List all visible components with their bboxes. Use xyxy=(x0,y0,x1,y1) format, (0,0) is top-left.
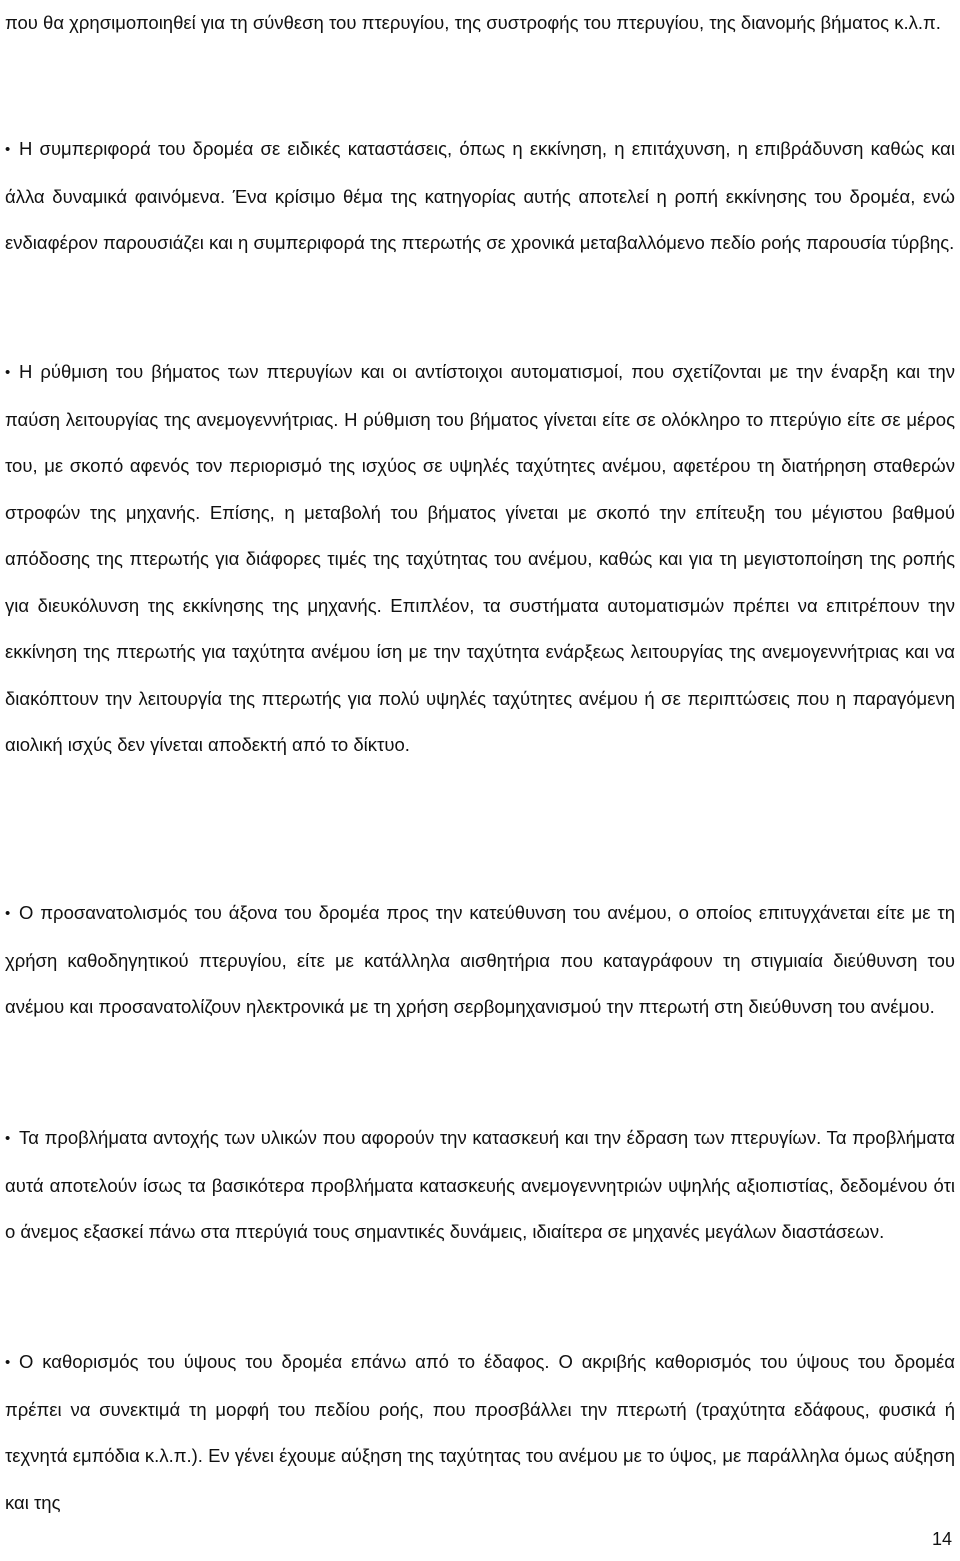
page-number: 14 xyxy=(931,1529,952,1549)
bullet-item-pitch-control xyxy=(5,349,955,769)
bullet-icon: • xyxy=(5,905,11,922)
intro-paragraph xyxy=(5,0,955,47)
bullet-icon: • xyxy=(5,1354,11,1371)
bullet-text: Η συμπεριφορά του δρομέα σε ειδικές καταστάσεις, όπως η εκκίνηση, η επιτάχυνση, η επιβράδυνση καθώς και άλλα δυναμικά φαινόμενα. Ένα κρίσιμο θέμα της κατηγορίας αυτής αποτελεί η ροπή εκκίνησης του δρομέα, ενώ ενδιαφέρον παρουσιάζει και η συμπεριφορά της πτερωτής σε χρονικά μεταβαλλόμενο πεδίο ροής παρουσία τύρβης. xyxy=(5,138,955,253)
bullet-text: Τα προβλήματα αντοχής των υλικών που αφορούν την κατασκευή και την έδραση των πτερυγίων. Τα προβλήματα αυτά αποτελούν ίσως τα βασικότερα προβλήματα κατασκευής ανεμογεννητριών υψηλής αξιοπιστίας, δεδομένου ότι ο άνεμος εξασκεί πάνω στα πτερύγιά τους σημαντικές δυνάμεις, ιδιαίτερα σε μηχανές μεγάλων διαστάσεων. xyxy=(5,1127,955,1242)
bullet-item-startup-behavior xyxy=(5,126,955,267)
bullet-text: Ο καθορισμός του ύψους του δρομέα επάνω από το έδαφος. Ο ακριβής καθορισμός του ύψους του δρομέα πρέπει να συνεκτιμά τη μορφή του πεδίου ροής, που προσβάλλει την πτερωτή (τραχύτητα εδάφους, φυσικά ή τεχνητά εμπόδια κ.λ.π.). Εν γένει έχουμε αύξηση της ταχύτητας του ανέμου με το ύψος, με παράλληλα όμως αύξηση και της xyxy=(5,1351,955,1513)
bullet-text: Ο προσανατολισμός του άξονα του δρομέα προς την κατεύθυνση του ανέμου, ο οποίος επιτυγχάνεται είτε με τη χρήση καθοδηγητικού πτερυγίου, είτε με κατάλληλα αισθητήρια που καταγράφουν τη στιγμιαία διεύθυνση του ανέμου και προσανατολίζουν ηλεκτρονικά με τη χρήση σερβομηχανισμού την πτερωτή στη διεύθυνση του ανέμου. xyxy=(5,902,955,1017)
bullet-icon: • xyxy=(5,141,11,158)
bullet-item-material-strength xyxy=(5,1115,955,1256)
bullet-icon: • xyxy=(5,1130,11,1147)
bullet-item-rotor-height xyxy=(5,1339,955,1526)
bullet-icon: • xyxy=(5,364,11,381)
bullet-text: Η ρύθμιση του βήματος των πτερυγίων και οι αντίστοιχοι αυτοματισμοί, που σχετίζονται με την έναρξη και την παύση λειτουργίας της ανεμογεννήτριας. Η ρύθμιση του βήματος γίνεται είτε σε ολόκληρο το πτερύγιο είτε σε μέρος του, με σκοπό αφενός τον περιορισμό της ισχύος σε υψηλές ταχύτητες ανέμου, αφετέρου τη διατήρηση σταθερών στροφών της μηχανής. Επίσης, η μεταβολή του βήματος γίνεται με σκοπό την επίτευξη του μέγιστου βαθμού απόδοσης της πτερωτής για διάφορες τιμές της ταχύτητας του ανέμου, καθώς και για τη μεγιστοποίηση της ροπής για διευκόλυνση της εκκίνησης της μηχανής. Επιπλέον, τα συστήματα αυτοματισμών πρέπει να επιτρέπουν την εκκίνηση της πτερωτής για ταχύτητα ανέμου ίση με την ταχύτητα ενάρξεως λειτουργίας της ανεμογεννήτριας και να διακόπτουν την λειτουργία της πτερωτής για πολύ υψηλές ταχύτητες ανέμου ή σε περιπτώσεις που η παραγόμενη αιολική ισχύς δεν γίνεται αποδεκτή από το δίκτυο. xyxy=(5,361,955,755)
bullet-item-yaw-orientation xyxy=(5,890,955,1031)
intro-text: που θα χρησιμοποιηθεί για τη σύνθεση του πτερυγίου, της συστροφής του πτερυγίου, της διανομής βήματος κ.λ.π. xyxy=(5,12,941,33)
